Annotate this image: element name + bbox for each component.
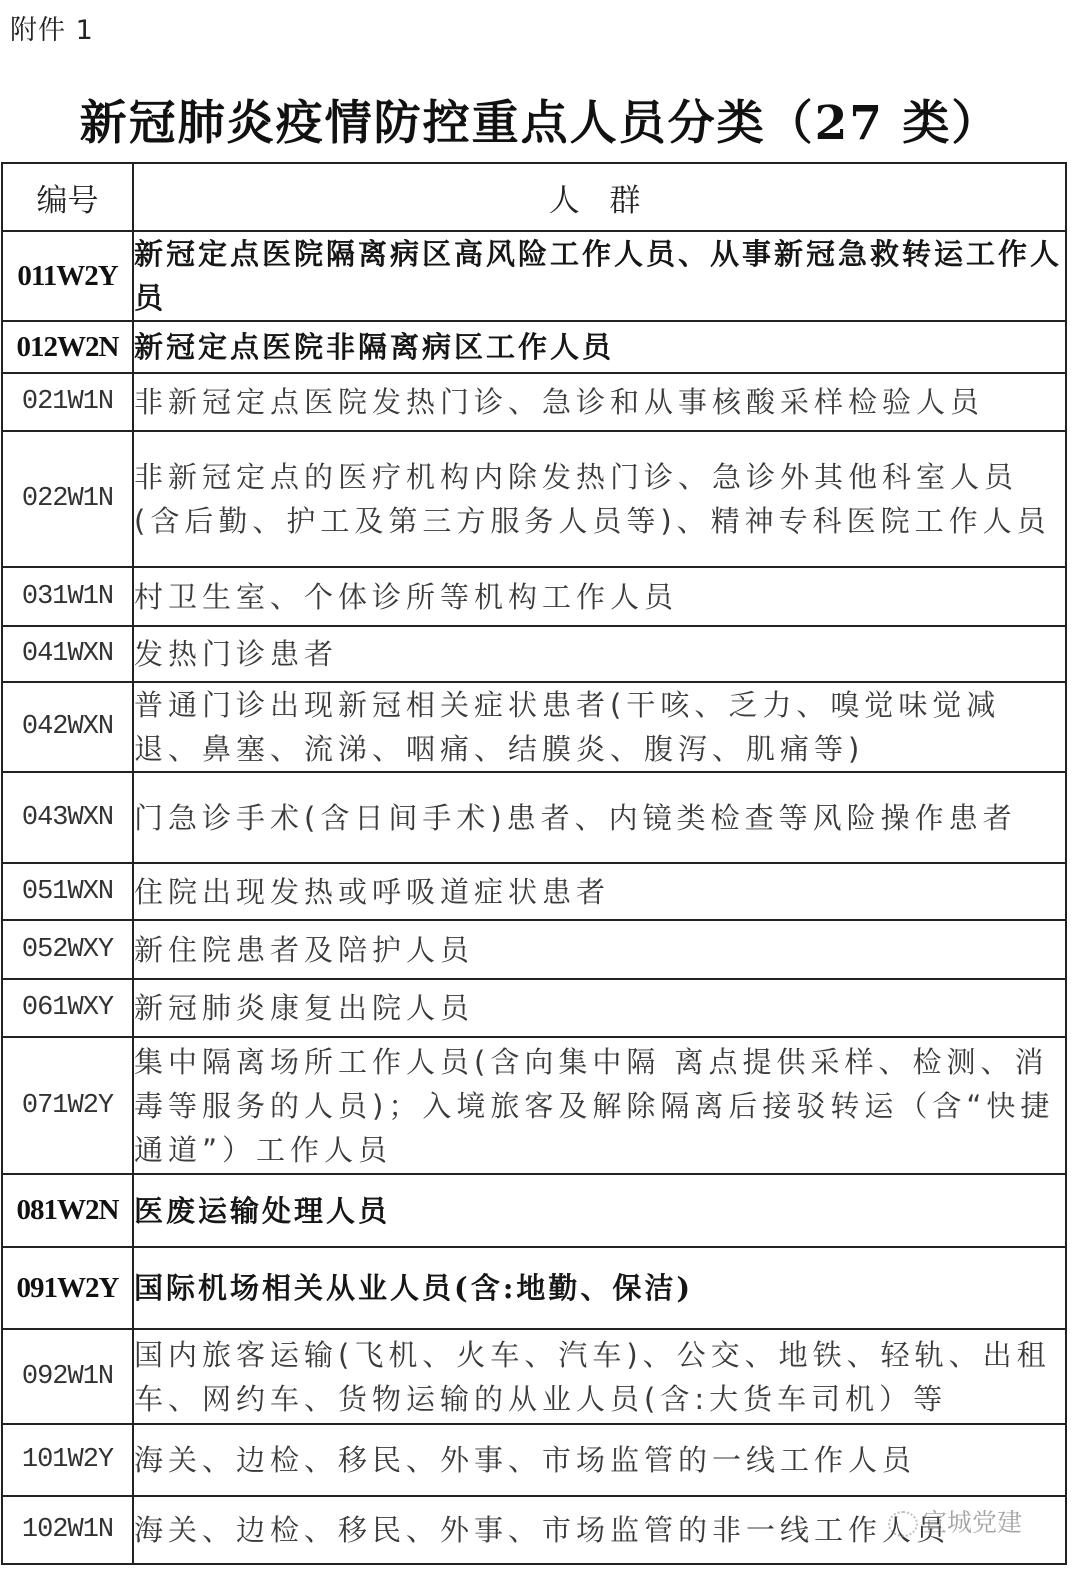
table-row bbox=[2, 321, 1066, 373]
row-group: 新冠肺炎康复出院人员 bbox=[133, 979, 1066, 1037]
row-code: 031W1N bbox=[2, 567, 133, 626]
table-row bbox=[2, 920, 1066, 979]
row-code: 022W1N bbox=[2, 431, 133, 567]
table-row bbox=[2, 1247, 1066, 1329]
table-row bbox=[2, 1329, 1066, 1424]
row-group: 村卫生室、个体诊所等机构工作人员 bbox=[133, 567, 1066, 626]
watermark-text: 宣城党建 bbox=[922, 1508, 1023, 1537]
table-row bbox=[2, 1174, 1066, 1247]
row-group: 门急诊手术(含日间手术)患者、内镜类检查等风险操作患者 bbox=[133, 772, 1066, 863]
row-code: 071W2Y bbox=[2, 1037, 133, 1174]
row-code: 102W1N bbox=[2, 1496, 133, 1564]
row-group: 新冠定点医院隔离病区高风险工作人员、从事新冠急救转运工作人员 bbox=[133, 231, 1066, 321]
table-row bbox=[2, 772, 1066, 863]
row-code: 011W2Y bbox=[2, 231, 133, 321]
table-row bbox=[2, 1424, 1066, 1496]
column-header-code: 编号 bbox=[2, 163, 133, 231]
table-row bbox=[2, 682, 1066, 772]
attachment-label: 附件 1 bbox=[10, 15, 94, 46]
table-row bbox=[2, 567, 1066, 626]
row-group: 新冠定点医院非隔离病区工作人员 bbox=[133, 321, 1066, 373]
table-header-row bbox=[2, 163, 1066, 231]
row-group: 国内旅客运输(飞机、火车、汽车)、公交、地铁、轻轨、出租车、网约车、货物运输的从业人员(含:大货车司机）等 bbox=[133, 1329, 1066, 1424]
row-code: 081W2N bbox=[2, 1174, 133, 1247]
row-code: 051WXN bbox=[2, 863, 133, 920]
row-group: 国际机场相关从业人员(含:地勤、保洁) bbox=[133, 1247, 1066, 1329]
table-row bbox=[2, 431, 1066, 567]
row-code: 043WXN bbox=[2, 772, 133, 863]
row-code: 021W1N bbox=[2, 373, 133, 431]
table-row bbox=[2, 1496, 1066, 1564]
row-code: 012W2N bbox=[2, 321, 133, 373]
row-code: 101W2Y bbox=[2, 1424, 133, 1496]
row-code: 042WXN bbox=[2, 682, 133, 772]
table-row bbox=[2, 231, 1066, 321]
document-title: 新冠肺炎疫情防控重点人员分类（27 类） bbox=[79, 96, 1001, 151]
table-row bbox=[2, 1037, 1066, 1174]
row-code: 061WXY bbox=[2, 979, 133, 1037]
row-group: 普通门诊出现新冠相关症状患者(干咳、乏力、嗅觉味觉减退、鼻塞、流涕、咽痛、结膜炎、腹泻、肌痛等) bbox=[133, 682, 1066, 772]
row-group: 医废运输处理人员 bbox=[133, 1174, 1066, 1247]
row-group: 非新冠定点的医疗机构内除发热门诊、急诊外其他科室人员(含后勤、护工及第三方服务人员等)、精神专科医院工作人员 bbox=[133, 431, 1066, 567]
table-row bbox=[2, 863, 1066, 920]
row-group: 海关、边检、移民、外事、市场监管的非一线工作人员 bbox=[133, 1496, 1066, 1564]
column-header-group: 人 群 bbox=[133, 163, 1066, 231]
row-group: 住院出现发热或呼吸道症状患者 bbox=[133, 863, 1066, 920]
table-body bbox=[2, 231, 1066, 1564]
row-group: 海关、边检、移民、外事、市场监管的一线工作人员 bbox=[133, 1424, 1066, 1496]
row-code: 052WXY bbox=[2, 920, 133, 979]
table-row bbox=[2, 979, 1066, 1037]
row-group: 发热门诊患者 bbox=[133, 626, 1066, 682]
row-group: 新住院患者及陪护人员 bbox=[133, 920, 1066, 979]
row-code: 091W2Y bbox=[2, 1247, 133, 1329]
row-group: 集中隔离场所工作人员(含向集中隔 离点提供采样、检测、消毒等服务的人员)；入境旅客及解除隔离后接驳转运（含“快捷通道”）工作人员 bbox=[133, 1037, 1066, 1174]
key-personnel-table bbox=[1, 162, 1067, 1565]
table-row bbox=[2, 626, 1066, 682]
row-code: 041WXN bbox=[2, 626, 133, 682]
table-row bbox=[2, 373, 1066, 431]
row-group: 非新冠定点医院发热门诊、急诊和从事核酸采样检验人员 bbox=[133, 373, 1066, 431]
row-code: 092W1N bbox=[2, 1329, 133, 1424]
